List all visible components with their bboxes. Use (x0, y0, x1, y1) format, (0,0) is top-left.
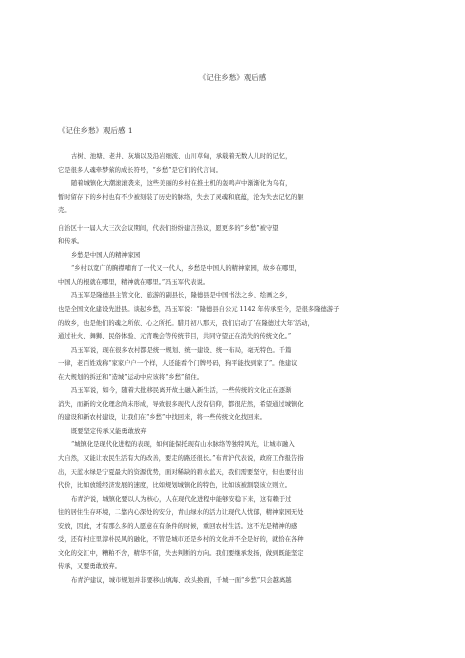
text-line: 通过社火、舞狮、民俗体验、元宵晚会等传统节目，共同守望正在消失的传统文化。” (58, 333, 292, 341)
text-line: 古树、池塘、老井、灰墙以及沿岩细流、山川草甸，承载着无数人儿时的记忆， (71, 153, 292, 160)
body-text (58, 150, 410, 588)
text-line: 壳。 (58, 207, 71, 215)
text-line: 的故乡，也是他们的魂之所依、心之所托。腊月初八那天，我们启动了‘在隆德过大年’活动， (58, 319, 314, 327)
text-line: 也是全国文化建设先进县。谈起乡愁，冯玉军说：“隆德县自公元 1142 年传承至今，是很多隆德游子 (58, 306, 340, 314)
text-line: “城镇化是现代化进程的表现，如何能保托现有山水脉络等独特风光，让城市融入 (71, 441, 295, 449)
text-line: 布青沪说，城镇化要以人为核心，人在现代化进程中能够安稳下来，这有赖于过 (71, 495, 292, 503)
text-line: 冯玉军是隆德县主管文化、旅游的副县长，隆德县是中国书法之乡、绘画之乡， (71, 292, 292, 300)
text-line: 中国人的根就在哪里，精神就在哪里。”冯玉军代表说。 (58, 278, 210, 286)
section-title: 《记住乡愁》观后感 1 (58, 126, 133, 135)
text-line: 消失，而新的文化理念尚未形成，导致很多现代人没有信仰，都很茫然，希望通过城镇化 (58, 400, 304, 408)
text-line: 传承，又要勇敢放弃。 (58, 563, 121, 571)
text-line: 冯玉军说，如今，随着大批移民离开故土融入新生活，一些传统的文化正在逐渐 (71, 387, 292, 395)
text-line: 出，天蓝水绿是宁夏最大的资源优势，面对稀缺的碧水蓝天，我们需要坚守，但也要付出 (58, 468, 304, 476)
text-line: 和传承。 (58, 238, 84, 246)
text-line: 往的居住生存环境，二靠内心深处的安分，青山绿水的活力让现代人忧郁，精神家园无处 (58, 509, 304, 517)
text-line: 暂时留存下的乡村也有不少被刻装了历史的脉络，失去了灵魂和底蕴，沦为失去记忆的躯 (58, 193, 304, 201)
text-line: 既要坚定传承又能勇敢放弃 (71, 427, 147, 435)
text-line: 的建设和新农村建设，让我们在“乡愁”中找回来，将一些传统文化找回来。 (58, 414, 266, 422)
text-line: 文化的交汇中，糟粕不舍，精华不留，失去判断的方向。我们要继承发扬，做到既能坚定 (58, 549, 304, 557)
text-line: 随着城镇化大潮滚滚袭来，这些美丽的乡村在推土机的轰鸣声中渐渐化为乌有， (71, 180, 292, 188)
document-title: 《记住乡愁》观后感 (198, 73, 267, 82)
text-line: 在大规划的拆迁和“造城”运动中应该将“乡愁”留住。 (58, 373, 204, 381)
text-line: 代价，比如放缓经济发展的速度，比如规划城镇化的特色，比如该被割裂该立则立。 (58, 482, 291, 490)
text-line: 大自然，又能让农民生活有大的改善，要走的路还很长。”布青沪代表说，政府工作报告指 (58, 455, 304, 463)
text-line: 冯玉军说，现在很多农村都是统一规划、统一建设、统一布局，毫无特色。千篇 (71, 346, 292, 354)
text-line: 自治区十一届人大三次会议期间，代表们纷纷建言热议，愿更多的“乡愁”被守望 (58, 224, 279, 232)
text-line: 布青沪建议，城市规划并非要移山填海、改头换面，千城一面“乡愁”只会越离越 (71, 576, 292, 584)
text-line: 一律，老百姓戏称“家家户户一个样，人还能看个门牌号码，狗平能找到家了”。他建议 (58, 360, 298, 368)
text-line: 乡愁是中国人的精神家园 (71, 251, 141, 259)
text-line: 它是很多人魂牵梦萦的成长符号，“乡愁”是它们的代言词。 (58, 166, 222, 174)
text-line: “乡村以宽广的胸襟哺育了一代又一代人，乡愁是中国人的精神家园，故乡在哪里， (71, 265, 301, 273)
text-line: 受，还有村庄里淳朴民风的融化，不管是城市还是乡村的文化并不全是好的，就恰在各种 (58, 536, 304, 544)
text-line: 安放，因此，才有那么多的人愿意在有条件的时候，重回农村生活。这不光是精神的感 (58, 522, 298, 530)
